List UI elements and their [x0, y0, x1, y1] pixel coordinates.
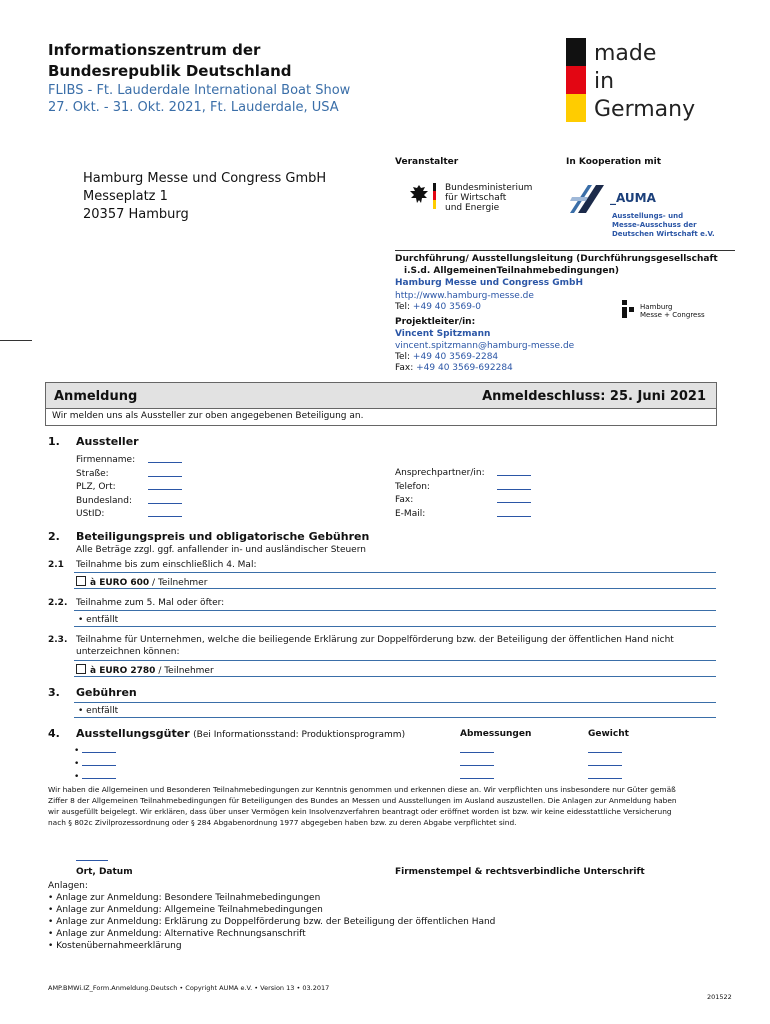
left-label: Straße:	[76, 468, 109, 479]
kooperation-label: In Kooperation mit	[566, 157, 662, 167]
stamp-label: Firmenstempel & rechtsverbindliche Unterschrift	[395, 867, 645, 877]
sec21-checkbox[interactable]	[76, 576, 86, 586]
sec4-col-gewicht: Gewicht	[588, 729, 629, 739]
ort-datum-input[interactable]	[76, 860, 108, 861]
goods-row: •	[74, 770, 116, 783]
auma-logo	[568, 183, 608, 219]
fold-mark	[0, 340, 32, 341]
footer-right: 201522	[707, 993, 732, 1001]
logo-germany: Germany	[594, 97, 696, 122]
projektleiter-fax: Fax: +49 40 3569-692284	[395, 363, 513, 373]
sec1-title: Aussteller	[76, 435, 139, 448]
logo-in: in	[594, 69, 615, 94]
left-label: UStID:	[76, 509, 105, 519]
sec23-num: 2.3.	[48, 635, 68, 645]
sec22-row	[74, 610, 716, 627]
bmwi-logo	[408, 183, 430, 211]
legal-text: Wir haben die Allgemeinen und Besonderen Teilnahmebedingungen zur Kenntnis genommen und erkennen diese an. Wir verpflichten uns insbesondere nur Güter gemäß Ziffer 8 der Allgemeinen Teilnahmebedingungen für Beteiligungen des Bundes an Messen und Ausstellungen im Ausland auszustellen. Die Anlagen zur Anmeldung haben wir ausgefüllt beigelegt. Wir erklären, dass über unser Vermögen kein Insolvenzverfahren beantragt oder eröffnet worden ist bzw. wir keine eidesstattliche Versicherung nach § 802c Zivilprozessordnung oder § 284 Abgabenordnung 1977 abgegeben haben bzw. zu deren Abgabe verpflichtet sind.	[48, 785, 677, 827]
veranstalter-label: Veranstalter	[395, 157, 459, 167]
projektleiter-email[interactable]: vincent.spitzmann@hamburg-messe.de	[395, 341, 575, 351]
sec3-title: Gebühren	[76, 686, 137, 699]
sec4-heading	[76, 727, 405, 740]
goods-name-input-3[interactable]	[82, 770, 116, 779]
registration-box	[45, 382, 717, 426]
projektleiter-tel: Tel: +49 40 3569-2284	[395, 352, 499, 362]
sec3-value: • entfällt	[78, 706, 119, 716]
sec2-note: Alle Beträge zzgl. ggf. anfallender in- und ausländischer Steuern	[76, 545, 366, 555]
bmwi-text: Bundesministerium für Wirtschaft und Energie	[445, 183, 533, 213]
separator-line	[395, 250, 735, 251]
made-in-germany-logo	[566, 38, 706, 130]
attachment-item: • Anlage zur Anmeldung: Allgemeine Teilnahmebedingungen	[48, 905, 323, 915]
sec23-unit: / Teilnehmer	[158, 666, 214, 676]
attachment-item: • Anlage zur Anmeldung: Alternative Rechnungsanschrift	[48, 929, 306, 939]
goods-abm-input-3[interactable]	[460, 770, 494, 779]
firmenname-input[interactable]	[148, 454, 182, 463]
goods-gew-input-2[interactable]	[588, 757, 622, 766]
goods-gew-inputs	[588, 744, 622, 783]
sec23-price: à EURO 2780	[90, 666, 156, 676]
registration-deadline: Anmeldeschluss: 25. Juni 2021	[482, 389, 706, 404]
attachment-item: • Anlage zur Anmeldung: Besondere Teilnahmebedingungen	[48, 893, 321, 903]
registration-title: Anmeldung	[54, 389, 138, 404]
sec21-price: à EURO 600	[90, 578, 150, 588]
fax-input[interactable]	[497, 494, 531, 503]
address-line-3: 20357 Hamburg	[83, 207, 189, 222]
sec23-checkbox[interactable]	[76, 664, 86, 674]
goods-rows	[74, 744, 116, 783]
execution-url[interactable]: http://www.hamburg-messe.de	[395, 291, 534, 301]
ort-datum-label: Ort, Datum	[76, 867, 133, 877]
attachments-label: Anlagen:	[48, 881, 88, 891]
sec4-col-abmessungen: Abmessungen	[460, 729, 532, 739]
attachment-item: • Kostenübernahmeerklärung	[48, 941, 182, 951]
goods-abm-input-1[interactable]	[460, 744, 494, 753]
goods-name-input-2[interactable]	[82, 757, 116, 766]
event-dates: 27. Okt. - 31. Okt. 2021, Ft. Lauderdale, USA	[48, 100, 339, 115]
goods-abm-input-2[interactable]	[460, 757, 494, 766]
left-label: Firmenname:	[76, 455, 136, 465]
bundesland-input[interactable]	[148, 495, 182, 504]
registration-intro: Wir melden uns als Aussteller zur oben angegebenen Beteiligung an.	[52, 411, 364, 421]
sec21-num: 2.1	[48, 560, 64, 570]
ustid-input[interactable]	[148, 508, 182, 517]
projektleiter-name: Vincent Spitzmann	[395, 329, 491, 339]
address-line-2: Messeplatz 1	[83, 189, 168, 204]
sec23-text-2: unterzeichnen können:	[76, 647, 180, 657]
sec4-num: 4.	[48, 727, 60, 740]
eagle-icon	[408, 183, 430, 207]
sec1-num: 1.	[48, 435, 60, 448]
sec4-title: Ausstellungsgüter	[76, 727, 190, 740]
exhibitor-right-inputs	[497, 467, 531, 521]
hamburg-messe-text: Hamburg Messe + Congress	[640, 303, 705, 319]
goods-abm-inputs	[460, 744, 494, 783]
ansprechpartner-input[interactable]	[497, 467, 531, 476]
flag-red-icon	[566, 66, 586, 94]
sec3-num: 3.	[48, 686, 60, 699]
email-input[interactable]	[497, 508, 531, 517]
plz-ort-input[interactable]	[148, 481, 182, 490]
sec23-row	[74, 660, 716, 677]
flag-black-icon	[566, 38, 586, 66]
sec3-row	[74, 702, 716, 718]
attachment-item: • Anlage zur Anmeldung: Erklärung zu Doppelförderung bzw. der Beteiligung der öffentlichen Hand	[48, 917, 496, 927]
execution-company: Hamburg Messe und Congress GmbH	[395, 278, 584, 288]
sec2-num: 2.	[48, 530, 60, 543]
auma-subtitle: Ausstellungs- und Messe-Ausschuss der Deutschen Wirtschaft e.V.	[612, 212, 715, 238]
right-label: E-Mail:	[395, 508, 426, 519]
event-name: FLIBS - Ft. Lauderdale International Boat Show	[48, 83, 351, 98]
attachments-list	[48, 892, 495, 952]
goods-gew-input-1[interactable]	[588, 744, 622, 753]
sec21-unit: / Teilnehmer	[152, 578, 208, 588]
exhibitor-left-fields	[76, 454, 135, 522]
sec22-value: • entfällt	[78, 615, 119, 625]
left-label: Bundesland:	[76, 495, 132, 506]
exhibitor-right-fields	[395, 467, 485, 521]
flag-gold-icon	[566, 94, 586, 122]
goods-name-input-1[interactable]	[82, 744, 116, 753]
auma-icon	[568, 183, 608, 215]
right-label: Ansprechpartner/in:	[395, 468, 485, 478]
goods-row: •	[74, 744, 116, 757]
projektleiter-label: Projektleiter/in:	[395, 317, 476, 327]
sec22-text: Teilnahme zum 5. Mal oder öfter:	[76, 598, 225, 608]
sec2-title: Beteiligungspreis und obligatorische Gebühren	[76, 530, 370, 543]
right-label: Telefon:	[395, 481, 430, 492]
sec4-title-note: (Bei Informationsstand: Produktionsprogramm)	[193, 730, 406, 740]
hamburg-messe-icon	[622, 300, 636, 318]
strasse-input[interactable]	[148, 468, 182, 477]
header-title-2: Bundesrepublik Deutschland	[48, 62, 292, 80]
auma-name: _AUMA	[610, 191, 656, 205]
sec21-row	[74, 572, 716, 589]
execution-heading-1: Durchführung/ Ausstellungsleitung (Durchführungsgesellschaft	[395, 254, 718, 264]
address-line-1: Hamburg Messe und Congress GmbH	[83, 171, 327, 186]
logo-made: made	[594, 41, 657, 66]
goods-gew-input-3[interactable]	[588, 770, 622, 779]
right-label: Fax:	[395, 495, 414, 505]
header-title-1: Informationszentrum der	[48, 41, 261, 59]
hamburg-messe-logo	[622, 300, 636, 322]
telefon-input[interactable]	[497, 481, 531, 490]
footer-left: AMP.BMWi.IZ_Form.Anmeldung.Deutsch • Copyright AUMA e.V. • Version 13 • 03.2017	[48, 984, 330, 992]
sec23-text-1: Teilnahme für Unternehmen, welche die beiliegende Erklärung zur Doppelförderung bzw. der Beteiligung der öffentlichen Hand nicht	[76, 635, 674, 645]
execution-tel: Tel: +49 40 3569-0	[395, 302, 481, 312]
sec21-text: Teilnahme bis zum einschließlich 4. Mal:	[76, 560, 257, 570]
goods-row: •	[74, 757, 116, 770]
execution-heading-2: i.S.d. AllgemeinenTeilnahmebedingungen)	[404, 266, 619, 276]
left-label: PLZ, Ort:	[76, 482, 116, 492]
exhibitor-left-inputs	[148, 454, 182, 522]
sec22-num: 2.2.	[48, 598, 68, 608]
